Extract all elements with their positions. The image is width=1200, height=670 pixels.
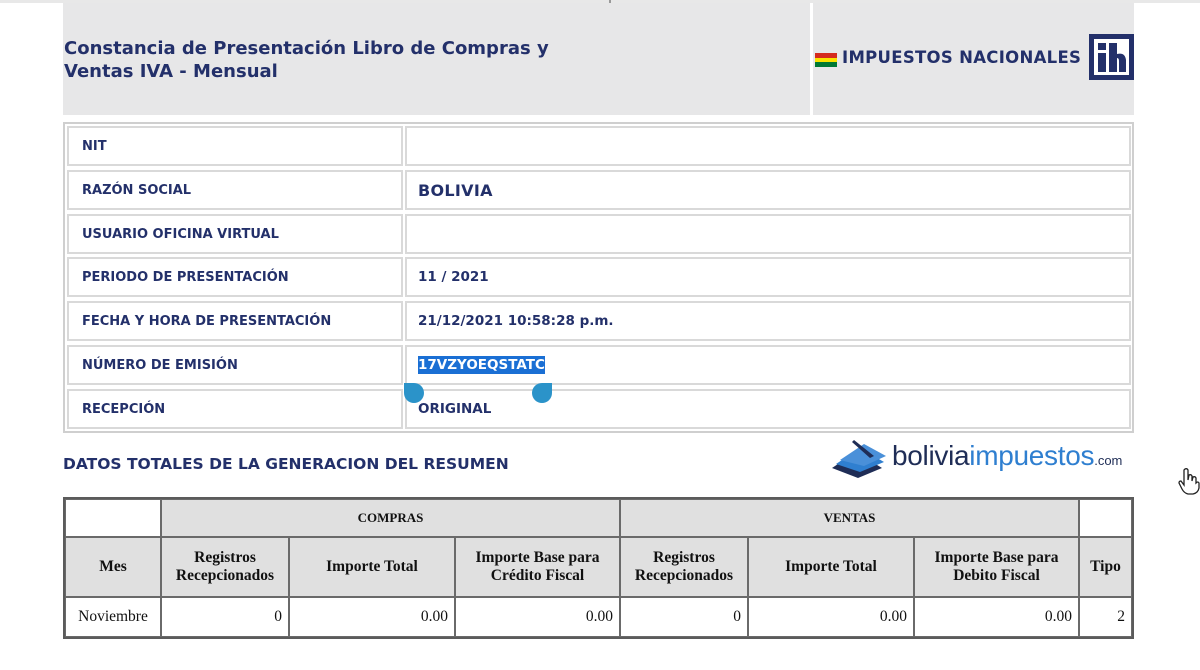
col-header-compras-base: Importe Base para Crédito Fiscal [455,537,620,597]
info-label: NÚMERO DE EMISIÓN [67,345,403,385]
bolivia-flag-icon [815,53,837,67]
col-header-tipo: Tipo [1079,537,1132,597]
col-header-compras-importe: Importe Total [289,537,455,597]
info-label: FECHA Y HORA DE PRESENTACIÓN [67,301,403,341]
cell-compras-importe: 0.00 [289,597,455,637]
ventas-group-header: VENTAS [620,499,1079,537]
info-value: 21/12/2021 10:58:28 p.m. [405,301,1131,341]
info-label: RAZÓN SOCIAL [67,170,403,210]
info-label: PERIODO DE PRESENTACIÓN [67,257,403,297]
header-title-panel [63,3,810,115]
cell-mes: Noviembre [65,597,161,637]
col-header-ventas-importe: Importe Total [748,537,914,597]
organization-name: IMPUESTOS NACIONALES [842,48,1082,67]
info-value [405,214,1131,254]
info-value: BOLIVIA [405,170,1131,210]
header-brand-panel [813,3,1134,115]
cell-ventas-registros: 0 [620,597,748,637]
cell-ventas-base: 0.00 [914,597,1079,637]
watermark-text [892,440,1122,472]
tipo-top-cell [1079,499,1132,537]
selection-start-handle[interactable] [404,383,424,403]
watermark-part-3: .com [1094,453,1123,468]
info-label: RECEPCIÓN [67,389,403,429]
table-corner-cell [65,499,161,537]
col-header-compras-registros: Registros Recepcionados [161,537,289,597]
watermark-part-1: bolivia [892,440,970,471]
hand-cursor-icon [1177,467,1200,495]
compras-group-header: COMPRAS [161,499,620,537]
info-value-cell[interactable] [405,345,1131,385]
presentation-info-table [63,122,1134,433]
col-header-mes: Mes [65,537,161,597]
col-header-ventas-registros: Registros Recepcionados [620,537,748,597]
info-value [405,126,1131,166]
info-value: ORIGINAL [405,389,1131,429]
summary-title: DATOS TOTALES DE LA GENERACION DEL RESUMEN [63,455,509,473]
summary-table [63,497,1134,639]
document-header [63,3,1134,115]
cell-ventas-importe: 0.00 [748,597,914,637]
info-label: NIT [67,126,403,166]
col-header-ventas-base: Importe Base para Debito Fiscal [914,537,1079,597]
watermark-part-2: impuestos [969,440,1095,471]
info-value: 11 / 2021 [405,257,1131,297]
impuestos-nacionales-logo-icon [1089,34,1134,80]
selected-text[interactable]: 17VZYOEQSTATC [418,357,545,373]
cell-compras-registros: 0 [161,597,289,637]
watermark-logo-icon [830,438,888,480]
boliviaimpuestos-watermark [830,436,1136,486]
cell-compras-base: 0.00 [455,597,620,637]
document-title: Constancia de Presentación Libro de Compras y Ventas IVA - Mensual [64,38,549,82]
info-label: USUARIO OFICINA VIRTUAL [67,214,403,254]
cell-tipo: 2 [1079,597,1132,637]
selection-end-handle[interactable] [532,383,552,403]
